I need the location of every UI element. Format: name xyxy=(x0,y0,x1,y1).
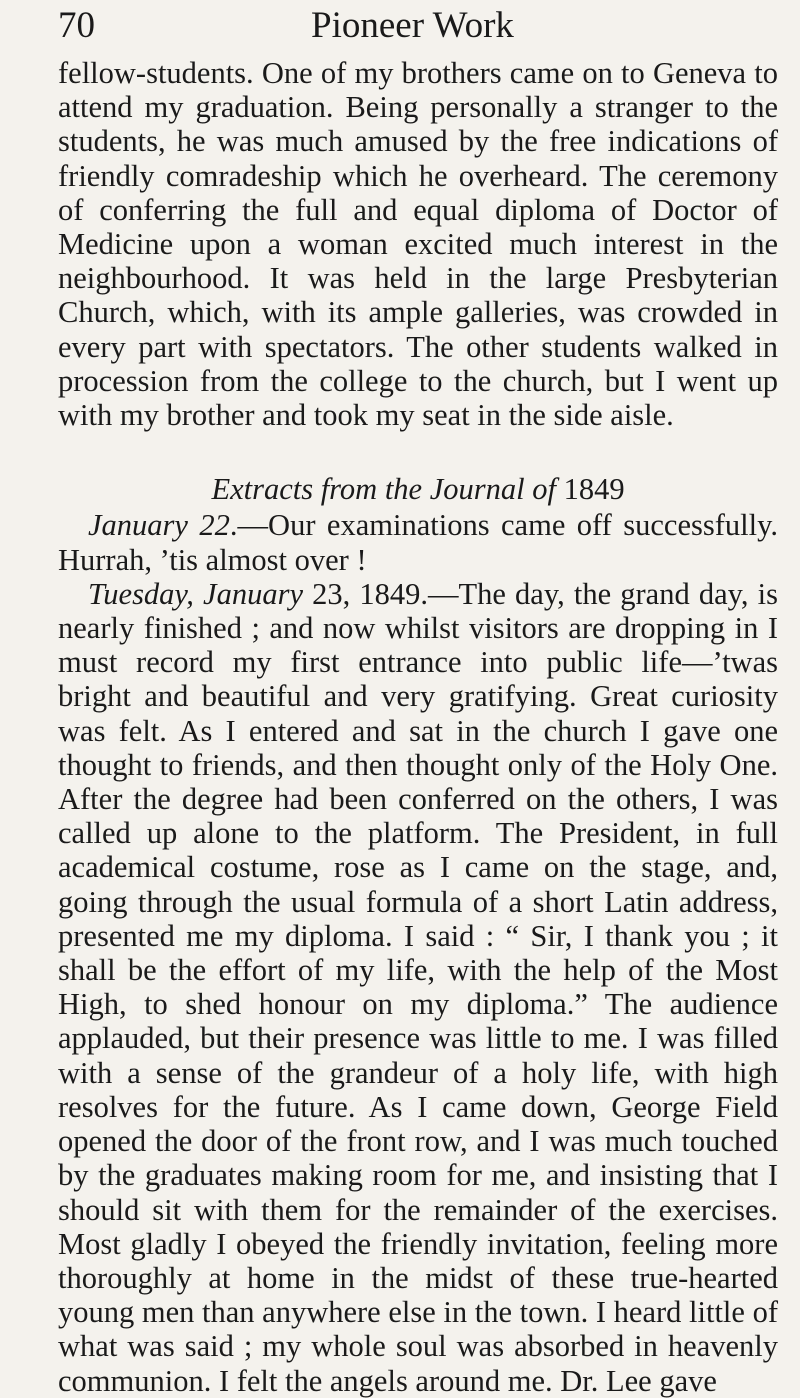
entry-day: 22 xyxy=(199,508,230,543)
section-heading-year: 1849 xyxy=(563,472,625,507)
entry-text: 23, 1849.—The day, the grand day, is nearly finished ; and now whilst visitors are dropping in I must record my first entrance into public life—’twas bright and beautiful and very gratifying. Great curiosity was felt. As I entered and sat in the church I gave one thought to friends, and then thought only of the Holy One. After the degree had been conferred on the others, I was called up alone to the platform. The President, in full academical costume, rose as I came on the stage, and, going through the usual formula of a short Latin address, presented me my diploma. I said : “ Sir, I thank you ; it shall be the effort of my life, with the help of the Most High, to shed honour on my diploma.” The audience applauded, but their presence was little to me. I was filled with a sense of the grandeur of a holy life, with high resolves for the future. As I came down, George Field opened the door of the front row, and I was much touched by the graduates making room for me, and insisting that I should sit with them for the remainder of the exercises. Most gladly I obeyed the friendly invitation, feeling more thoroughly at home in the midst of these true-hearted young men than anywhere else in the town. I heard little of what was said ; my whole soul was absorbed in heavenly communion. I felt the angels around me. Dr. Lee gave xyxy=(58,576,778,1398)
entry-date: January xyxy=(88,508,188,543)
paragraph-graduation: fellow-students. One of my brothers came on to Geneva to attend my graduation. Being personally a stranger to the students, he was much amused by the free indications of friendly comradeship which he overheard. The ceremony of conferring the full and equal diploma of Doctor of Medicine upon a woman excited much interest in the neighbourhood. It was held in the large Presbyterian Church, which, with its ample galleries, was crowded in every part with spectators. The other students walked in procession from the college to the church, but I went up with my brother and took my seat in the side aisle. xyxy=(58,56,778,433)
entry-date: Tuesday, January xyxy=(88,576,303,611)
running-head xyxy=(58,0,778,56)
journal-entry-january-23 xyxy=(58,577,778,1398)
section-heading-text: Extracts from the Journal of xyxy=(211,472,556,507)
entry-text: .—Our examinations came off successfully. Hurrah, ’tis almost over ! xyxy=(58,508,778,577)
section-heading xyxy=(58,472,778,506)
journal-entry-january-22 xyxy=(58,508,778,576)
page-number: 70 xyxy=(58,5,95,46)
running-title: Pioneer Work xyxy=(311,5,514,46)
